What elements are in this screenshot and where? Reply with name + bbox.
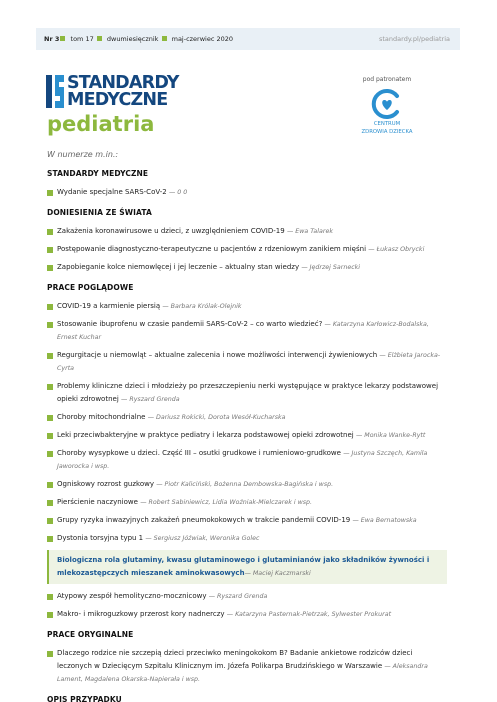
article-title: Atypowy zespół hemolityczno-mocznicowy xyxy=(57,592,207,600)
article-item[interactable] xyxy=(47,514,447,527)
article-title: Wydanie specjalne SARS-CoV-2 xyxy=(57,188,167,196)
patronage-org-line2: ZDROWIA DZIECKA xyxy=(361,129,413,135)
article-authors: — Dariusz Rokicki, Dorota Wesół-Kucharska xyxy=(147,414,286,421)
article-authors: — Aleksandra Lament, Magdalena Okarska-Napierała i wsp. xyxy=(57,663,428,683)
article-title: Grupy ryzyka inwazyjnych zakażeń pneumokokowych w trakcie pandemii COVID-19 xyxy=(57,516,351,524)
article-title: Makro- i mikroguzkowy przerost kory nadnerczy xyxy=(57,610,225,618)
article-authors: — Sergiusz Jóźwiak, Weronika Golec xyxy=(145,535,260,542)
logo-mark-icon xyxy=(46,75,64,108)
patronage-org-line1: CENTRUM xyxy=(373,121,401,127)
article-item[interactable] xyxy=(47,349,447,375)
article-title: Problemy kliniczne dzieci i młodzieży po przeszczepieniu nerki występujące w praktyce lekarzy podstawowej opieki zdrowotnej xyxy=(57,382,439,403)
frequency: dwumiesięcznik xyxy=(106,35,159,43)
patronage-label: pod patronatem xyxy=(362,76,412,83)
patronage-block xyxy=(352,76,422,136)
article-authors: — Ryszard Grenda xyxy=(208,593,268,600)
article-item[interactable] xyxy=(47,608,447,621)
article-title: Leki przeciwbakteryjne w praktyce pediatry i lekarza podstawowej opieki zdrowotnej xyxy=(57,431,354,439)
issue-info-bar xyxy=(36,28,460,50)
czd-emblem-icon xyxy=(371,88,403,120)
article-item[interactable] xyxy=(47,225,447,238)
article-item[interactable] xyxy=(47,447,447,473)
article-authors: — Monika Wanke-Rytt xyxy=(355,432,426,439)
section-heading: OPIS PRZYPADKU xyxy=(47,695,122,702)
separator-square-icon xyxy=(162,36,167,41)
volume: tom 17 xyxy=(70,35,94,43)
article-authors: — Jędrzej Sarnecki xyxy=(301,264,361,271)
article-item[interactable] xyxy=(47,647,447,686)
article-item[interactable] xyxy=(47,261,447,274)
featured-article-title: Biologiczna rola glutaminy, kwasu glutaminowego i glutaminianów jako składników żywności i mlekozastępczych mieszanek aminokwasowych xyxy=(57,556,430,577)
article-authors: — Katarzyna Pasternak-Pietrzak, Sylwester Prokurat xyxy=(226,611,392,618)
issue-number: Nr 3 xyxy=(44,35,60,43)
article-title: Dlaczego rodzice nie szczepią dzieci przeciwko meningokokom B? Badanie ankietowe rodziców dzieci leczonych w Dziecięcym Szpitalu Klinicznym im. Józefa Polikarpa Brudzińskiego w Warszawie xyxy=(57,649,413,670)
article-title: Dystonia torsyjna typu 1 xyxy=(57,534,144,542)
article-authors: — Katarzyna Karłowicz-Bodalska, Ernest Kuchar xyxy=(57,321,429,341)
article-authors: — Elżbieta Jarocka-Cyrta xyxy=(57,352,441,372)
standardy-medyczne-logo[interactable] xyxy=(46,73,196,113)
article-title: Regurgitacje u niemowląt – aktualne zalecenia i nowe możliwości interwencji żywieniowych xyxy=(57,351,378,359)
article-title: Zapobieganie kolce niemowlęcej i jej leczenie – aktualny stan wiedzy xyxy=(57,263,300,271)
separator-square-icon xyxy=(60,36,65,41)
article-authors: — Barbara Królak-Olejnik xyxy=(162,303,242,310)
article-item[interactable] xyxy=(47,590,447,603)
section-heading: PRACE POGLĄDOWE xyxy=(47,283,134,292)
table-of-contents xyxy=(47,150,447,702)
issue-period: maj-czerwiec 2020 xyxy=(171,35,234,43)
article-title: Choroby wysypkowe u dzieci. Część III – osutki grudkowe i rumieniowo-grudkowe xyxy=(57,449,341,457)
logo-text-line1: STANDARDY xyxy=(67,73,179,93)
article-authors: — Ewa Bernatowska xyxy=(352,517,417,524)
article-item[interactable] xyxy=(47,380,447,406)
article-item[interactable] xyxy=(47,478,447,491)
article-item[interactable] xyxy=(47,186,447,199)
site-link[interactable]: standardy.pl/pediatria xyxy=(379,35,450,43)
article-authors: — Ewa Talarek xyxy=(286,228,333,235)
journal-title: pediatria xyxy=(47,112,155,136)
logo-text-line2: MEDYCZNE xyxy=(67,90,168,110)
article-title: COVID-19 a karmienie piersią xyxy=(57,302,161,310)
section-heading: STANDARDY MEDYCZNE xyxy=(47,169,149,178)
article-item[interactable] xyxy=(47,496,447,509)
article-item[interactable] xyxy=(47,429,447,442)
article-title: Postępowanie diagnostyczno-terapeutyczne u pacjentów z rdzeniowym zanikiem mięśni xyxy=(57,245,367,253)
article-authors: — Ryszard Grenda xyxy=(121,396,180,403)
section-heading: DONIESIENIA ZE ŚWIATA xyxy=(47,208,152,217)
issue-meta xyxy=(44,35,233,43)
article-authors: — Robert Sabiniewicz, Lidia Woźniak-Mielczarek i wsp. xyxy=(140,499,313,506)
article-item[interactable] xyxy=(47,411,447,424)
article-authors: — Piotr Kaliciński, Bożenna Dembowska-Bagińska i wsp. xyxy=(156,481,334,488)
article-item[interactable] xyxy=(47,243,447,256)
article-authors: — 0 0 xyxy=(168,189,188,196)
article-authors: — Justyna Szczęch, Kamila Jaworocka i wsp. xyxy=(57,450,428,470)
article-title: Choroby mitochondrialne xyxy=(57,413,146,421)
section-heading: PRACE ORYGINALNE xyxy=(47,630,134,639)
article-item[interactable] xyxy=(47,300,447,313)
article-authors: — Łukasz Obrycki xyxy=(368,246,425,253)
article-item[interactable] xyxy=(47,532,447,545)
featured-article[interactable] xyxy=(47,550,447,584)
article-title: Pierścienie naczyniowe xyxy=(57,498,138,506)
featured-article-authors: — Maciej Kaczmarski xyxy=(244,570,311,577)
article-item[interactable] xyxy=(47,318,447,344)
separator-square-icon xyxy=(97,36,102,41)
article-title: Ogniskowy rozrost guzkowy xyxy=(57,480,154,488)
article-title: Zakażenia koronawirusowe u dzieci, z uwzględnieniem COVID-19 xyxy=(57,227,285,235)
toc-intro: W numerze m.in.: xyxy=(47,150,119,159)
article-title: Stosowanie ibuprofenu w czasie pandemii SARS-CoV-2 – co warto wiedzieć? xyxy=(57,320,323,328)
